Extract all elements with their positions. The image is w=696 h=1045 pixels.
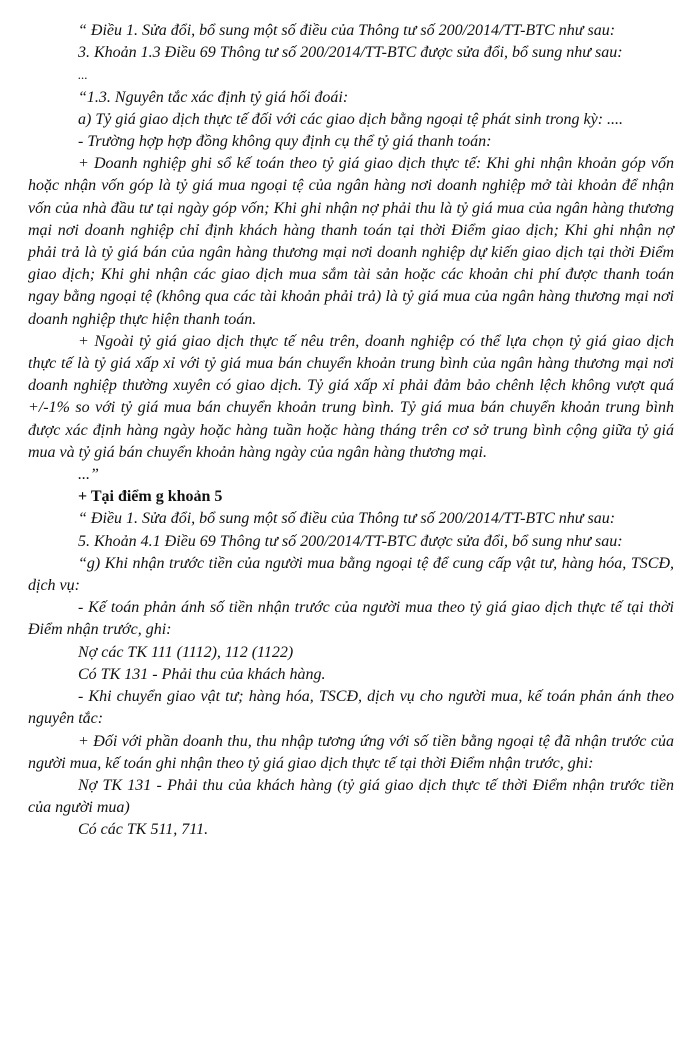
ellipsis-close-quote: ...” [78, 466, 99, 484]
clause-3-intro: 3. Khoản 1.3 Điều 69 Thông tư số 200/2014/TT-BTC được sửa đổi, bổ sung như sau: [78, 44, 623, 62]
credit-entry-511-711: Có các TK 511, 711. [78, 821, 209, 839]
debit-entry-111-112: Nợ các TK 111 (1112), 112 (1122) [78, 643, 294, 661]
section-1-3-title: “1.3. Nguyên tắc xác định tỷ giá hối đoái: [78, 88, 349, 106]
point-g-advance-receipt: “g) Khi nhận trước tiền của người mua bằng ngoại tệ để cung cấp vật tư, hàng hóa, TSCĐ, dịch vụ: [28, 554, 674, 595]
ellipsis: ... [78, 67, 88, 83]
quote-article-1-intro-2: “ Điều 1. Sửa đổi, bổ sung một số điều của Thông tư số 200/2014/TT-BTC như sau: [78, 510, 616, 528]
revenue-recognition-paragraph: + Đối với phần doanh thu, thu nhập tương ứng với số tiền bằng ngoại tệ đã nhận trước của người mua, kế toán ghi nhận theo tỷ giá giao dịch thực tế tại thời Điểm nhận trước, ghi: [28, 732, 674, 772]
clause-5-intro: 5. Khoản 4.1 Điều 69 Thông tư số 200/2014/TT-BTC được sửa đổi, bổ sung như sau: [78, 532, 623, 550]
point-g-heading: + Tại điểm g khoản 5 [78, 488, 223, 506]
document-page [28, 20, 674, 842]
point-a: a) Tỷ giá giao dịch thực tế đối với các giao dịch bằng ngoại tệ phát sinh trong kỳ: .... [78, 110, 624, 128]
delivery-principle: - Khi chuyển giao vật tư; hàng hóa, TSCĐ, dịch vụ cho người mua, kế toán phản ánh theo nguyên tắc: [28, 688, 674, 728]
debit-entry-131: Nợ TK 131 - Phải thu của khách hàng (tỷ giá giao dịch thực tế thời Điểm nhận trước tiền của người mua) [28, 776, 674, 817]
bookkeeping-rate-paragraph: + Doanh nghiệp ghi sổ kế toán theo tỷ giá giao dịch thực tế: Khi ghi nhận khoản góp vốn hoặc nhận vốn góp là tỷ giá mua ngoại tệ của ngân hàng nơi doanh nghiệp mở tài khoản để nhận vốn của nhà đầu tư tại ngày góp vốn; Khi ghi nhận nợ phải thu là tỷ giá mua của ngân hàng thương mại nơi doanh nghiệp chỉ định khách hàng thanh toán tại thời Điểm giao dịch; Khi ghi nhận nợ phải trả là tỷ giá bán của ngân hàng thương mại nơi doanh nghiệp dự kiến giao dịch tại thời Điểm giao dịch; Khi ghi nhận các giao dịch mua sắm tài sản hoặc các khoản chi phí được thanh toán ngay bằng ngoại tệ (không qua các tài khoản phải trả) là tỷ giá mua của ngân hàng thương mại nơi doanh nghiệp thực hiện thanh toán. [28, 155, 674, 328]
credit-entry-131: Có TK 131 - Phải thu của khách hàng. [78, 665, 326, 683]
approximate-rate-paragraph: + Ngoài tỷ giá giao dịch thực tế nêu trên, doanh nghiệp có thể lựa chọn tỷ giá giao dịch thực tế là tỷ giá xấp xỉ với tỷ giá mua bán chuyển khoản trung bình của ngân hàng thương mại nơi doanh nghiệp thường xuyên có giao dịch. Tỷ giá xấp xỉ phải đảm bảo chênh lệch không vượt quá +/-1% so với tỷ giá mua bán chuyển khoản trung bình. Tỷ giá mua bán chuyển khoản trung bình được xác định hàng ngày hoặc hàng tuần hoặc hàng tháng trên cơ sở trung bình cộng giữa tỷ giá mua và tỷ giá bán chuyển khoản hàng ngày của ngân hàng thương mại. [28, 332, 674, 461]
advance-receipt-entry-intro: - Kế toán phản ánh số tiền nhận trước của người mua theo tỷ giá giao dịch thực tế tại thời Điểm nhận trước, ghi: [28, 599, 674, 639]
case-no-rate-specified: - Trường hợp hợp đồng không quy định cụ thể tỷ giá thanh toán: [78, 133, 492, 151]
quote-article-1-intro: “ Điều 1. Sửa đổi, bổ sung một số điều của Thông tư số 200/2014/TT-BTC như sau: [78, 22, 616, 39]
